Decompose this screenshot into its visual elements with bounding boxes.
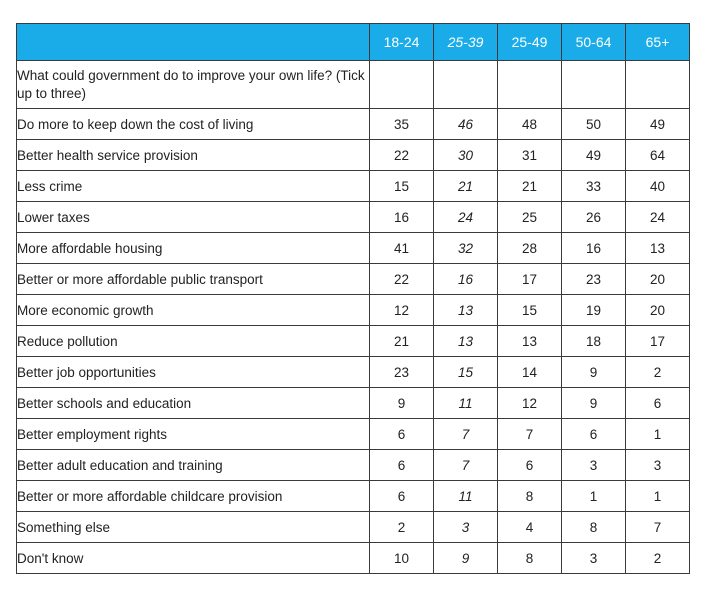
row-label: Don't know [17, 543, 370, 574]
value-cell-65-plus: 7 [626, 512, 690, 543]
table-row [17, 171, 690, 202]
value-cell-65-plus: 49 [626, 109, 690, 140]
value-cell-65-plus: 6 [626, 388, 690, 419]
value-cell-25-49: 8 [498, 481, 562, 512]
header-age-18-24: 18-24 [370, 24, 434, 61]
value-cell-25-39: 7 [434, 419, 498, 450]
empty-cell [434, 61, 498, 109]
row-label: Better employment rights [17, 419, 370, 450]
header-row [17, 24, 690, 61]
value-cell-25-39: 3 [434, 512, 498, 543]
value-cell-25-49: 48 [498, 109, 562, 140]
value-cell-65-plus: 3 [626, 450, 690, 481]
row-label: More affordable housing [17, 233, 370, 264]
row-label: Less crime [17, 171, 370, 202]
value-cell-18-24: 22 [370, 264, 434, 295]
value-cell-50-64: 19 [562, 295, 626, 326]
value-cell-50-64: 26 [562, 202, 626, 233]
value-cell-25-49: 8 [498, 543, 562, 574]
value-cell-65-plus: 17 [626, 326, 690, 357]
table-row [17, 295, 690, 326]
table-row [17, 450, 690, 481]
empty-cell [370, 61, 434, 109]
value-cell-65-plus: 2 [626, 543, 690, 574]
row-label: Something else [17, 512, 370, 543]
table-row [17, 512, 690, 543]
value-cell-65-plus: 2 [626, 357, 690, 388]
value-cell-50-64: 9 [562, 388, 626, 419]
value-cell-18-24: 2 [370, 512, 434, 543]
table-row [17, 388, 690, 419]
row-label: Reduce pollution [17, 326, 370, 357]
value-cell-25-39: 24 [434, 202, 498, 233]
value-cell-65-plus: 1 [626, 481, 690, 512]
header-label-cell [17, 24, 370, 61]
value-cell-25-49: 13 [498, 326, 562, 357]
empty-cell [562, 61, 626, 109]
value-cell-25-49: 17 [498, 264, 562, 295]
value-cell-25-49: 6 [498, 450, 562, 481]
value-cell-50-64: 33 [562, 171, 626, 202]
value-cell-65-plus: 64 [626, 140, 690, 171]
value-cell-18-24: 22 [370, 140, 434, 171]
table-row [17, 140, 690, 171]
row-label: Better or more affordable public transport [17, 264, 370, 295]
table-row [17, 233, 690, 264]
row-label: Lower taxes [17, 202, 370, 233]
value-cell-25-39: 30 [434, 140, 498, 171]
table-row [17, 357, 690, 388]
header-age-25-39: 25-39 [434, 24, 498, 61]
value-cell-18-24: 15 [370, 171, 434, 202]
row-label: Better adult education and training [17, 450, 370, 481]
value-cell-25-49: 7 [498, 419, 562, 450]
value-cell-25-39: 7 [434, 450, 498, 481]
table-row [17, 419, 690, 450]
value-cell-25-49: 15 [498, 295, 562, 326]
row-label: Better schools and education [17, 388, 370, 419]
value-cell-25-39: 21 [434, 171, 498, 202]
value-cell-50-64: 3 [562, 450, 626, 481]
row-label: Better or more affordable childcare provision [17, 481, 370, 512]
row-label: Better job opportunities [17, 357, 370, 388]
value-cell-25-39: 11 [434, 388, 498, 419]
value-cell-50-64: 49 [562, 140, 626, 171]
value-cell-18-24: 16 [370, 202, 434, 233]
header-age-65-plus: 65+ [626, 24, 690, 61]
value-cell-50-64: 6 [562, 419, 626, 450]
value-cell-65-plus: 1 [626, 419, 690, 450]
value-cell-50-64: 23 [562, 264, 626, 295]
empty-cell [498, 61, 562, 109]
value-cell-18-24: 6 [370, 450, 434, 481]
value-cell-25-49: 21 [498, 171, 562, 202]
value-cell-25-49: 25 [498, 202, 562, 233]
row-label: Do more to keep down the cost of living [17, 109, 370, 140]
question-row [17, 61, 690, 109]
header-age-25-49: 25-49 [498, 24, 562, 61]
table-body [17, 61, 690, 574]
value-cell-25-39: 15 [434, 357, 498, 388]
value-cell-18-24: 35 [370, 109, 434, 140]
value-cell-25-49: 28 [498, 233, 562, 264]
value-cell-18-24: 23 [370, 357, 434, 388]
value-cell-25-39: 13 [434, 295, 498, 326]
table-header [17, 24, 690, 61]
value-cell-25-49: 14 [498, 357, 562, 388]
value-cell-50-64: 16 [562, 233, 626, 264]
value-cell-25-49: 4 [498, 512, 562, 543]
value-cell-50-64: 8 [562, 512, 626, 543]
value-cell-65-plus: 13 [626, 233, 690, 264]
row-label: More economic growth [17, 295, 370, 326]
value-cell-18-24: 6 [370, 481, 434, 512]
table-row [17, 543, 690, 574]
row-label: Better health service provision [17, 140, 370, 171]
empty-cell [626, 61, 690, 109]
value-cell-25-39: 11 [434, 481, 498, 512]
value-cell-50-64: 9 [562, 357, 626, 388]
question-text: What could government do to improve your own life? (Tick up to three) [17, 61, 370, 109]
value-cell-18-24: 41 [370, 233, 434, 264]
value-cell-25-39: 16 [434, 264, 498, 295]
value-cell-25-49: 12 [498, 388, 562, 419]
value-cell-18-24: 10 [370, 543, 434, 574]
value-cell-65-plus: 20 [626, 264, 690, 295]
value-cell-65-plus: 40 [626, 171, 690, 202]
value-cell-18-24: 21 [370, 326, 434, 357]
value-cell-50-64: 3 [562, 543, 626, 574]
table-row [17, 109, 690, 140]
table-row [17, 481, 690, 512]
value-cell-50-64: 18 [562, 326, 626, 357]
value-cell-25-49: 31 [498, 140, 562, 171]
value-cell-18-24: 12 [370, 295, 434, 326]
table-row [17, 264, 690, 295]
value-cell-65-plus: 20 [626, 295, 690, 326]
value-cell-18-24: 6 [370, 419, 434, 450]
value-cell-18-24: 9 [370, 388, 434, 419]
survey-table [16, 23, 690, 574]
table-row [17, 326, 690, 357]
value-cell-65-plus: 24 [626, 202, 690, 233]
header-age-50-64: 50-64 [562, 24, 626, 61]
value-cell-25-39: 9 [434, 543, 498, 574]
value-cell-25-39: 46 [434, 109, 498, 140]
value-cell-50-64: 1 [562, 481, 626, 512]
value-cell-25-39: 32 [434, 233, 498, 264]
value-cell-25-39: 13 [434, 326, 498, 357]
table-row [17, 202, 690, 233]
value-cell-50-64: 50 [562, 109, 626, 140]
